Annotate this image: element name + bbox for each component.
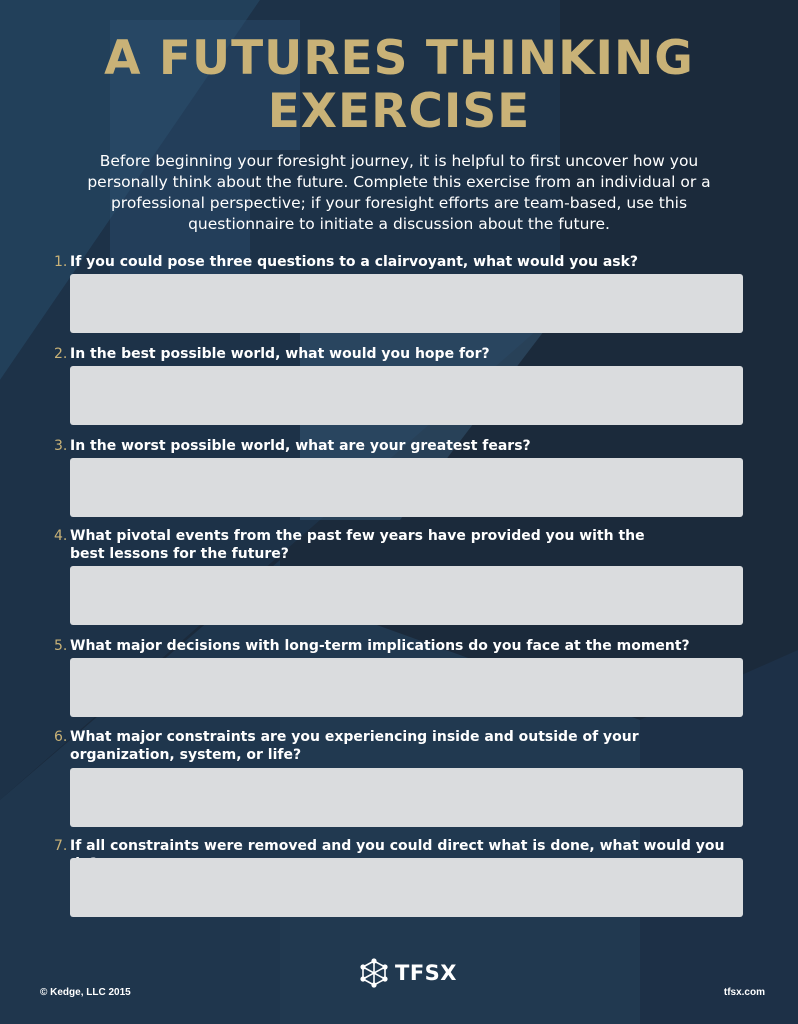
question-text: If you could pose three questions to a clairvoyant, what would you ask? bbox=[70, 254, 639, 270]
title-line-1: A FUTURES THINKING bbox=[104, 31, 694, 86]
question-label bbox=[54, 345, 754, 363]
question-number: 7. bbox=[54, 838, 68, 854]
question-number: 6. bbox=[54, 729, 68, 745]
copyright-notice: © Kedge, LLC 2015 bbox=[40, 987, 131, 998]
question-number: 2. bbox=[54, 346, 68, 362]
answer-field[interactable] bbox=[70, 458, 743, 517]
question-label bbox=[54, 253, 754, 271]
question-text: What pivotal events from the past few years have provided you with the best lessons for the future? bbox=[70, 528, 645, 562]
question-number: 1. bbox=[54, 254, 68, 270]
answer-field[interactable] bbox=[70, 366, 743, 425]
logo-text: TFSX bbox=[395, 961, 457, 985]
intro-paragraph: Before beginning your foresight journey, it is helpful to first uncover how you personally think about the future. Complete this exercise from an individual or a professional perspective; if your foresight efforts are team-based, use this questionnaire to initiate a discussion about the future. bbox=[87, 152, 711, 233]
question-text: In the best possible world, what would you hope for? bbox=[70, 346, 490, 362]
answer-field[interactable] bbox=[70, 858, 743, 917]
answer-field[interactable] bbox=[70, 274, 743, 333]
question-number: 5. bbox=[54, 638, 68, 654]
question-number: 4. bbox=[54, 528, 68, 544]
question-text: What major constraints are you experiencing inside and outside of your organization, system, or life? bbox=[70, 729, 639, 763]
title-line-2: EXERCISE bbox=[267, 84, 531, 139]
question-label bbox=[54, 637, 754, 655]
answer-field[interactable] bbox=[70, 566, 743, 625]
question-text: What major decisions with long-term implications do you face at the moment? bbox=[70, 638, 690, 654]
answer-field[interactable] bbox=[70, 658, 743, 717]
tfsx-network-icon bbox=[359, 958, 389, 988]
question-label bbox=[54, 728, 754, 764]
answer-field[interactable] bbox=[70, 768, 743, 827]
question-text: If all constraints were removed and you could direct what is done, what would you bbox=[70, 838, 725, 854]
website-link[interactable]: tfsx.com bbox=[723, 987, 765, 998]
question-number: 3. bbox=[54, 438, 68, 454]
page-title bbox=[0, 32, 798, 138]
question-label bbox=[54, 527, 754, 563]
question-label bbox=[54, 437, 754, 455]
question-text: In the worst possible world, what are your greatest fears? bbox=[70, 438, 531, 454]
tfsx-logo[interactable] bbox=[359, 958, 457, 988]
